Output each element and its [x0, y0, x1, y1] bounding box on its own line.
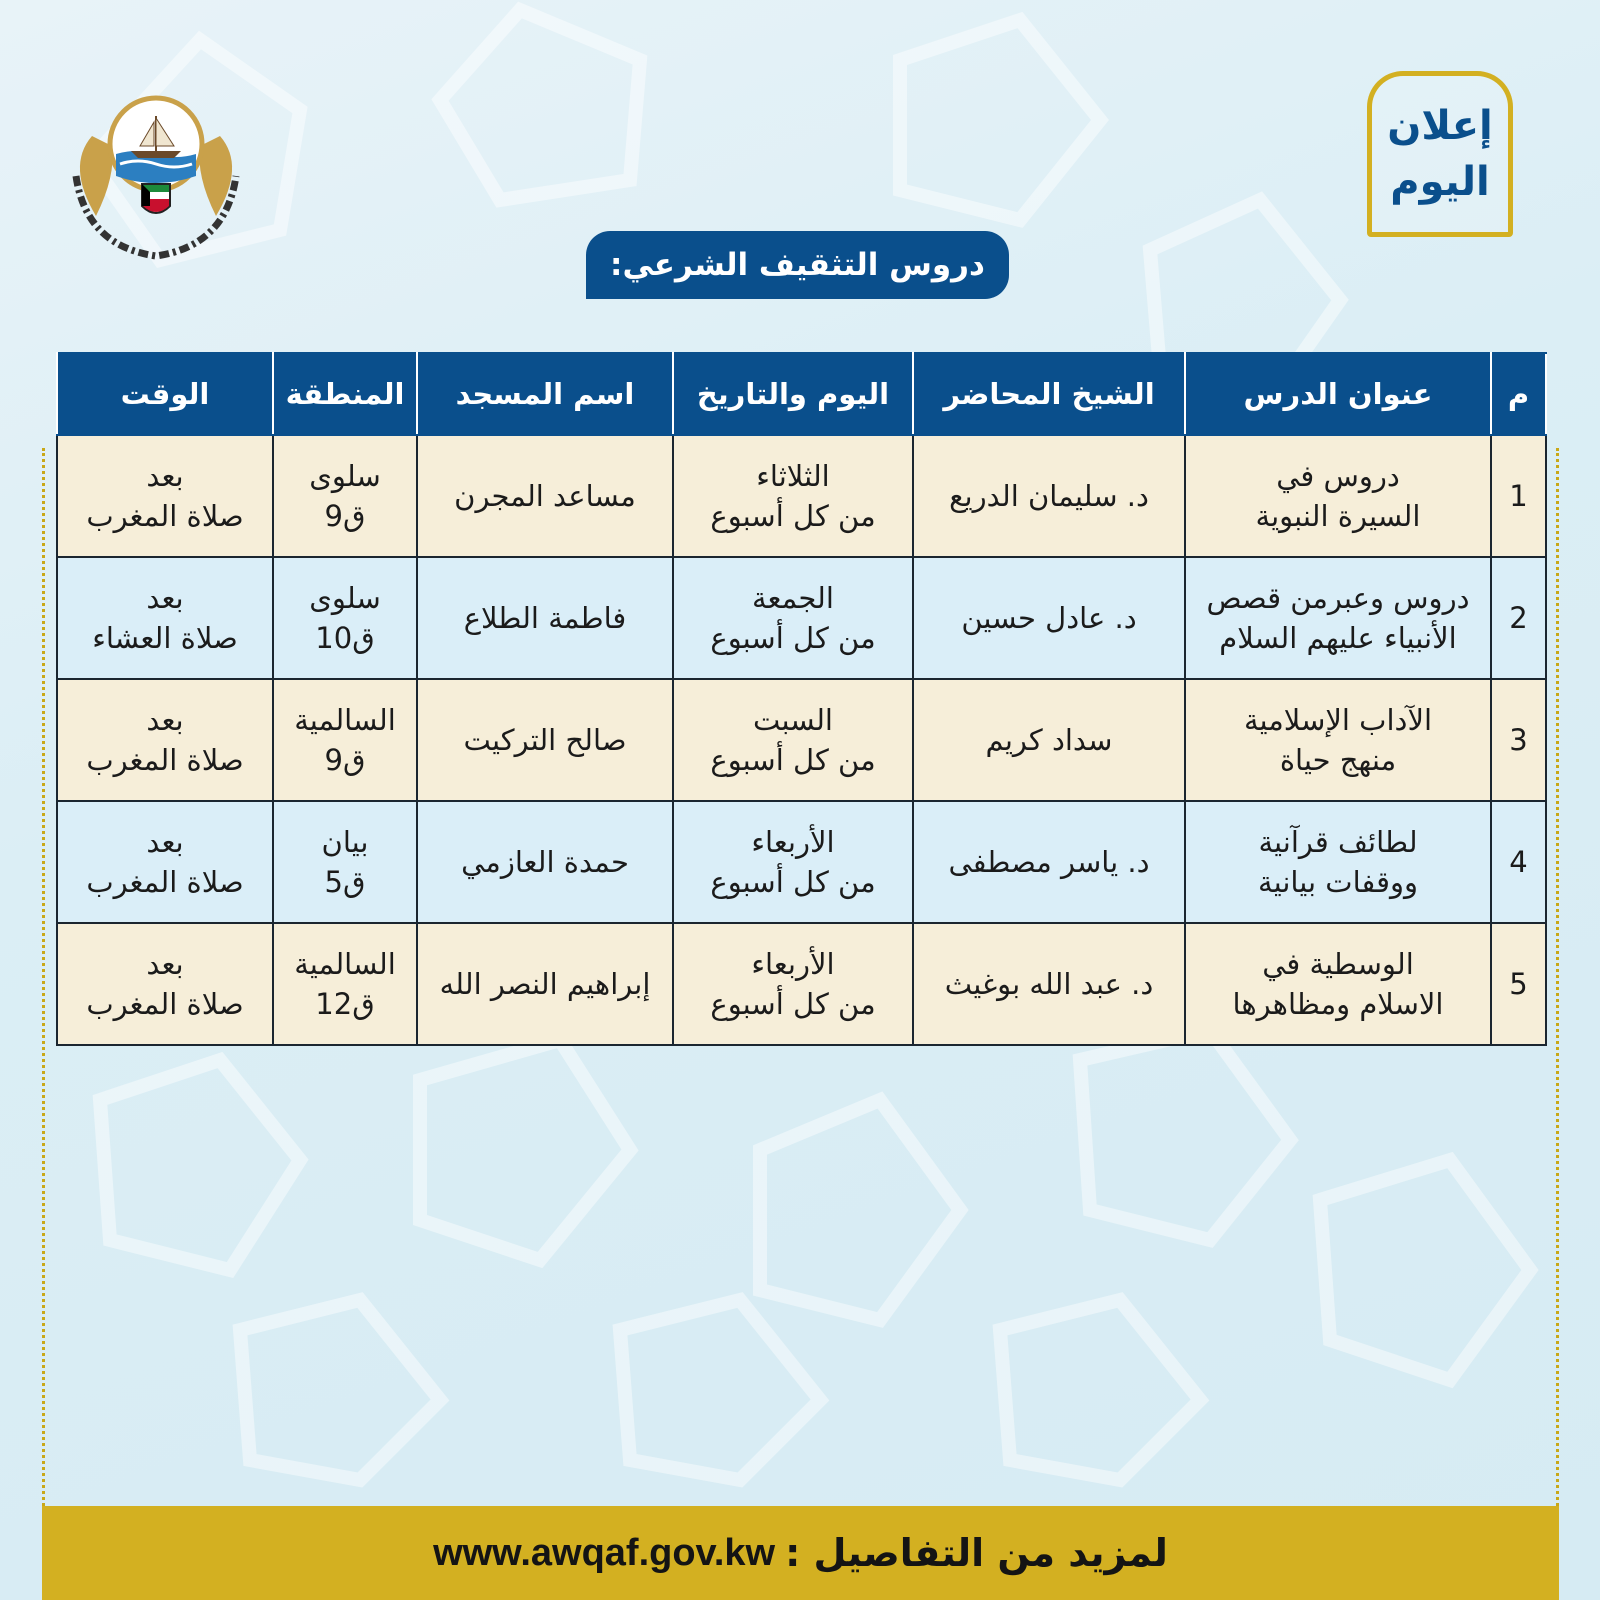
table-row	[57, 801, 1546, 923]
sheikh-name: د. ياسر مصطفى	[913, 801, 1185, 923]
time-prayer: صلاة المغرب	[86, 987, 244, 1021]
area	[273, 679, 417, 801]
sheikh-name: د. سليمان الدريع	[913, 435, 1185, 557]
table-row	[57, 923, 1546, 1045]
table-header-row	[57, 353, 1546, 435]
mosque-name: حمدة العازمي	[417, 801, 673, 923]
area	[273, 923, 417, 1045]
day-name: السبت	[753, 703, 833, 737]
day-date	[673, 923, 913, 1045]
footer-label: لمزيد من التفاصيل :	[785, 1531, 1168, 1575]
dotted-border-left	[42, 448, 45, 1506]
lesson-title	[1185, 923, 1491, 1045]
day-date	[673, 557, 913, 679]
time	[57, 923, 273, 1045]
day-date	[673, 679, 913, 801]
area-name: السالمية	[294, 703, 396, 737]
area	[273, 801, 417, 923]
lesson-title-line-2: ووقفات بيانية	[1258, 865, 1418, 899]
area	[273, 557, 417, 679]
header-day: اليوم والتاريخ	[673, 353, 913, 435]
time	[57, 557, 273, 679]
time-prefix: بعد	[146, 947, 184, 981]
time-prayer: صلاة العشاء	[92, 621, 238, 655]
day-recurrence: من كل أسبوع	[710, 499, 876, 533]
lessons-table	[56, 352, 1547, 1046]
header-lesson: عنوان الدرس	[1185, 353, 1491, 435]
lesson-title	[1185, 679, 1491, 801]
announcement-line-1: إعلان	[1387, 103, 1493, 149]
lesson-title-line-1: الوسطية في	[1262, 947, 1414, 981]
area-block: ق10	[315, 621, 375, 655]
footer-bar	[42, 1506, 1559, 1600]
announcement-badge	[1367, 71, 1513, 237]
lesson-title-line-1: دروس وعبرمن قصص	[1206, 581, 1470, 615]
row-number: 5	[1491, 923, 1546, 1045]
day-recurrence: من كل أسبوع	[710, 865, 876, 899]
row-number: 4	[1491, 801, 1546, 923]
lesson-title-line-1: الآداب الإسلامية	[1243, 703, 1433, 737]
section-title-text: دروس التثقيف الشرعي:	[610, 247, 985, 283]
website-link[interactable]: www.awqaf.gov.kw	[433, 1531, 776, 1574]
area-name: سلوى	[309, 581, 381, 615]
day-recurrence: من كل أسبوع	[710, 621, 876, 655]
dotted-border-right	[1556, 448, 1559, 1506]
table-row	[57, 679, 1546, 801]
time-prayer: صلاة المغرب	[86, 743, 244, 777]
mosque-name: فاطمة الطلاع	[417, 557, 673, 679]
time-prefix: بعد	[146, 703, 184, 737]
lesson-title-line-2: الاسلام ومظاهرها	[1232, 987, 1444, 1021]
lesson-title-line-2: منهج حياة	[1279, 743, 1397, 777]
day-name: الثلاثاء	[756, 459, 830, 493]
table-row	[57, 557, 1546, 679]
ministry-logo	[56, 66, 256, 262]
area-name: بيان	[321, 825, 369, 859]
row-number: 3	[1491, 679, 1546, 801]
time-prayer: صلاة المغرب	[86, 499, 244, 533]
table-row	[57, 435, 1546, 557]
announcement-line-2: اليوم	[1390, 159, 1490, 205]
mosque-name: صالح التركيت	[417, 679, 673, 801]
header-sheikh: الشيخ المحاضر	[913, 353, 1185, 435]
sheikh-name: د. عبد الله بوغيث	[913, 923, 1185, 1045]
header-time: الوقت	[57, 353, 273, 435]
area-name: السالمية	[294, 947, 396, 981]
header-mosque: اسم المسجد	[417, 353, 673, 435]
lesson-title	[1185, 435, 1491, 557]
header-num: م	[1491, 353, 1546, 435]
area-block: ق9	[324, 499, 366, 533]
lesson-title-line-2: الأنبياء عليهم السلام	[1219, 621, 1457, 655]
time-prayer: صلاة المغرب	[86, 865, 244, 899]
lesson-title-line-2: السيرة النبوية	[1255, 499, 1421, 533]
day-recurrence: من كل أسبوع	[710, 987, 876, 1021]
mosque-name: إبراهيم النصر الله	[417, 923, 673, 1045]
lesson-title-line-1: لطائف قرآنية	[1258, 825, 1418, 859]
day-name: الجمعة	[752, 581, 834, 615]
lesson-title	[1185, 557, 1491, 679]
area-name: سلوى	[309, 459, 381, 493]
section-title	[586, 231, 1009, 299]
sheikh-name: سداد كريم	[913, 679, 1185, 801]
day-recurrence: من كل أسبوع	[710, 743, 876, 777]
lesson-title-line-1: دروس في	[1276, 459, 1400, 493]
header-area: المنطقة	[273, 353, 417, 435]
time-prefix: بعد	[146, 825, 184, 859]
time	[57, 435, 273, 557]
area	[273, 435, 417, 557]
time	[57, 801, 273, 923]
lesson-title	[1185, 801, 1491, 923]
time-prefix: بعد	[146, 459, 184, 493]
sheikh-name: د. عادل حسين	[913, 557, 1185, 679]
time	[57, 679, 273, 801]
day-name: الأربعاء	[751, 947, 835, 981]
day-date	[673, 435, 913, 557]
area-block: ق9	[324, 743, 366, 777]
row-number: 1	[1491, 435, 1546, 557]
area-block: ق12	[315, 987, 375, 1021]
area-block: ق5	[324, 865, 366, 899]
time-prefix: بعد	[146, 581, 184, 615]
day-name: الأربعاء	[751, 825, 835, 859]
mosque-name: مساعد المجرن	[417, 435, 673, 557]
day-date	[673, 801, 913, 923]
row-number: 2	[1491, 557, 1546, 679]
